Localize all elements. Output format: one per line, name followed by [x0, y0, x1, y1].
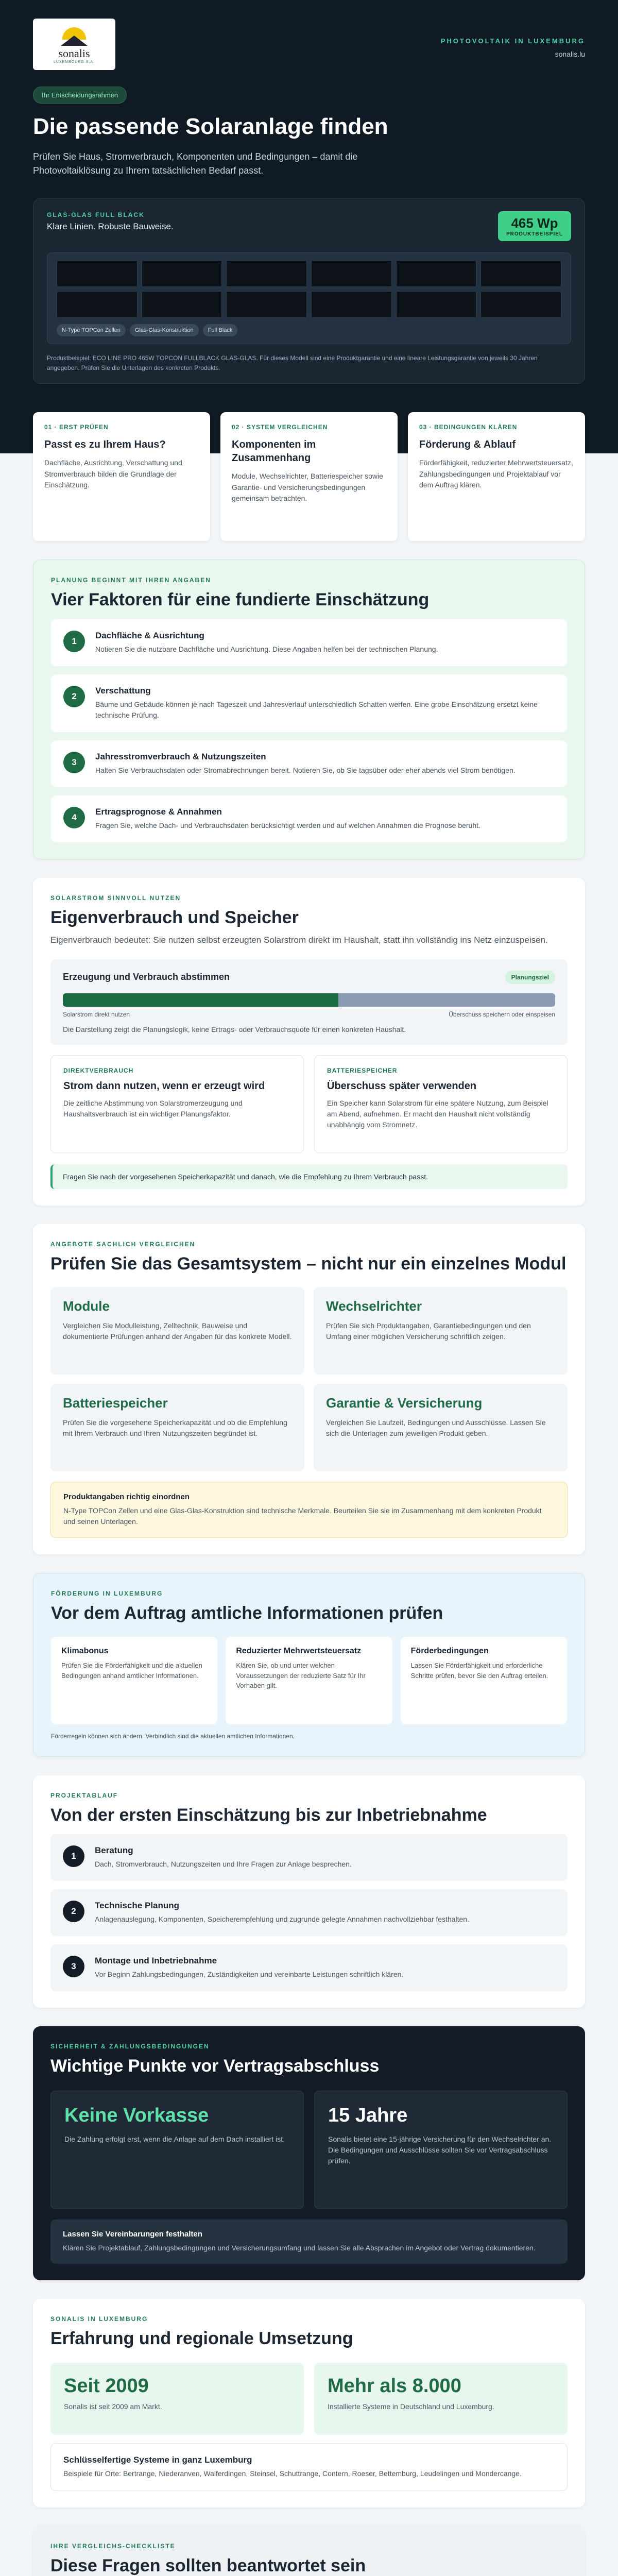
- funding-footnote: Förderregeln können sich ändern. Verbindlich sind die aktuellen amtlichen Informationen.: [51, 1732, 295, 1740]
- funding-card: [51, 1637, 217, 1724]
- card-title: Wechselrichter: [326, 1298, 422, 1314]
- section-kicker: SICHERHEIT & ZAHLUNGSBEDINGUNGEN: [50, 2043, 210, 2050]
- step-number: 3: [63, 752, 85, 773]
- callout: Fragen Sie nach der vorgesehenen Speicherkapazität und danach, wie die Empfehlung zu Ihrem Verbrauch passt.: [50, 1164, 568, 1189]
- card-title: Garantie & Versicherung: [326, 1395, 483, 1411]
- steps-row: [33, 412, 585, 541]
- solar-cell: [396, 260, 477, 287]
- stat-card: [314, 2363, 568, 2435]
- step-kicker: 02 · SYSTEM VERGLEICHEN: [232, 423, 328, 431]
- self-consumption-section: [33, 878, 585, 1206]
- step-card: [33, 412, 210, 541]
- section-title: Prüfen Sie das Gesamtsystem – nicht nur ein einzelnes Modul: [50, 1253, 566, 1274]
- solar-cell: [311, 260, 392, 287]
- stat-value: Seit 2009: [64, 2375, 149, 2397]
- factor-item: [51, 795, 567, 842]
- section-title: Von der ersten Einschätzung bis zur Inbetriebnahme: [50, 1805, 487, 1825]
- step-text: Anlagenauslegung, Komponenten, Speicherempfehlung und zugrunde gelegte Annahmen nachvollziehbar festhalten.: [95, 1915, 469, 1923]
- solar-cell: [142, 291, 222, 318]
- card-text: Sonalis bietet eine 15-jährige Versicherung für den Wechselrichter an. Die Bedingungen und Ausschlüsse sollten Sie vor Vertragsabschluss prüfen.: [328, 2134, 552, 2165]
- step-title: Technische Planung: [95, 1901, 180, 1910]
- consumption-bar: [63, 993, 555, 1007]
- info-card: [314, 1055, 568, 1153]
- section-kicker: ANGEBOTE SACHLICH VERGLEICHEN: [50, 1240, 196, 1248]
- step-text: Förderfähigkeit, reduzierter Mehrwertsteuersatz, Zahlungsbedingungen und Projektablauf vor dem Auftrag klären.: [419, 459, 573, 489]
- chip-black: Full Black: [203, 324, 238, 336]
- component-card: [314, 1287, 568, 1375]
- hero: [0, 0, 618, 453]
- factor-text: Halten Sie Verbrauchsdaten oder Stromabrechnungen bereit. Notieren Sie, ob Sie tagsüber oder eher abends viel Strom benötigen.: [95, 766, 516, 774]
- process-step: [50, 1944, 568, 1991]
- step-title: Komponenten im Zusammenhang: [232, 439, 316, 464]
- factor-item: [51, 619, 567, 666]
- section-kicker: PROJEKTABLAUF: [50, 1791, 118, 1799]
- solar-cell: [396, 291, 477, 318]
- logo-sub: LUXEMBOURG S.A.: [54, 60, 95, 64]
- step-text: Dach, Stromverbrauch, Nutzungszeiten und Ihre Fragen zur Anlage besprechen.: [95, 1860, 352, 1868]
- section-title: Wichtige Punkte vor Vertragsabschluss: [50, 2056, 380, 2076]
- solar-cell: [226, 291, 307, 318]
- solar-cell: [142, 260, 222, 287]
- wattage-label: PRODUKTBEISPIEL: [506, 231, 563, 237]
- factor-title: Dachfläche & Ausrichtung: [95, 630, 204, 640]
- contract-card: [314, 2091, 568, 2209]
- step-title: Montage und Inbetriebnahme: [95, 1956, 217, 1965]
- step-kicker: 01 · ERST PRÜFEN: [44, 423, 109, 431]
- surplus-segment: [338, 993, 555, 1007]
- step-text: Dachfläche, Ausrichtung, Verschattung und Stromverbrauch bilden die Grundlage der Einschätzung.: [44, 459, 182, 489]
- card-title: Strom dann nutzen, wenn er erzeugt wird: [63, 1080, 265, 1092]
- section-kicker: FÖRDERUNG IN LUXEMBURG: [51, 1590, 163, 1597]
- factor-title: Verschattung: [95, 685, 151, 696]
- panel-kicker: GLAS-GLAS FULL BLACK: [47, 211, 145, 218]
- card-title: Module: [63, 1298, 110, 1314]
- card-text: Prüfen Sie sich Produktangaben, Garantiebedingungen und den Umfang einer möglichen Versicherung schriftlich zeigen.: [326, 1321, 531, 1341]
- solar-cell: [311, 291, 392, 318]
- step-number: 3: [63, 1956, 84, 1977]
- card-title: Keine Vorkasse: [64, 2104, 209, 2126]
- factor-title: Jahresstromverbrauch & Nutzungszeiten: [95, 751, 266, 761]
- product-note: [50, 1482, 568, 1538]
- panel-note: Produktbeispiel: ECO LINE PRO 465W TOPCON FULLBLACK GLAS-GLAS. Für dieses Modell sind eine Produktgarantie und eine lineare Leistungsgarantie von jeweils 30 Jahren angegeben. Prüfen Sie die Unterlagen des konkreten Produkts.: [47, 354, 538, 372]
- factor-text: Notieren Sie die nutzbare Dachfläche und Ausrichtung. Diese Angaben helfen bei der technischen Planung.: [95, 645, 438, 653]
- solar-cell: [226, 260, 307, 287]
- hero-badge: Ihr Entscheidungsrahmen: [33, 87, 127, 104]
- stat-card: [50, 2363, 304, 2435]
- factor-item: [51, 674, 567, 732]
- step-kicker: 03 · BEDINGUNGEN KLÄREN: [419, 423, 518, 431]
- header-domain[interactable]: sonalis.lu: [555, 50, 585, 58]
- step-title: Passt es zu Ihrem Haus?: [44, 439, 166, 450]
- component-card: [314, 1384, 568, 1471]
- hero-lead: Prüfen Sie Haus, Stromverbrauch, Komponenten und Bedingungen – damit die Photovoltaiklösung zu Ihrem tatsächlichen Bedarf passt.: [33, 151, 358, 176]
- section-title: Vor dem Auftrag amtliche Informationen prüfen: [51, 1603, 443, 1623]
- card-title: Förderbedingungen: [410, 1646, 489, 1655]
- card-title: Überschuss später verwenden: [327, 1080, 477, 1092]
- factors-section: [33, 560, 585, 859]
- note-title: Lassen Sie Vereinbarungen festhalten: [63, 2229, 202, 2239]
- note-text: N-Type TOPCon Zellen und eine Glas-Glas-Konstruktion sind technische Merkmale. Beurteilen Sie sie im Zusammenhang mit dem konkreten Produkt und seinen Unterlagen.: [63, 1506, 542, 1526]
- card-title: Klimabonus: [61, 1646, 109, 1655]
- step-card: [408, 412, 585, 541]
- step-card: [220, 412, 398, 541]
- solar-cell: [480, 260, 561, 287]
- card-text: Vergleichen Sie Laufzeit, Bedingungen und Ausschlüsse. Lassen Sie sich die Unterlagen zum jeweiligen Produkt geben.: [326, 1418, 546, 1437]
- bar-note: Die Darstellung zeigt die Planungslogik, keine Ertrags- oder Verbrauchsquote für einen konkreten Haushalt.: [63, 1025, 406, 1033]
- house-icon: [61, 36, 88, 46]
- section-text: Eigenverbrauch bedeutet: Sie nutzen selbst erzeugten Solarstrom direkt im Haushalt, statt ihn vollständig ins Netz einzuspeisen.: [50, 935, 548, 945]
- wattage-value: 465 Wp: [511, 215, 558, 231]
- box-text: Beispiele für Orte: Bertrange, Niederanven, Walferdingen, Steinsel, Schuttrange, Contern, Roeser, Bettemburg, Leudelingen und Mondercange.: [63, 2469, 522, 2478]
- section-kicker: PLANUNG BEGINNT MIT IHREN ANGABEN: [51, 577, 211, 584]
- section-kicker: SONALIS IN LUXEMBURG: [50, 2315, 148, 2323]
- system-section: [33, 1224, 585, 1555]
- step-number: 4: [63, 807, 85, 828]
- solar-cell: [57, 260, 138, 287]
- region-box: [50, 2443, 568, 2491]
- product-panel: [33, 198, 585, 384]
- component-card: [50, 1287, 304, 1375]
- card-text: Prüfen Sie die vorgesehene Speicherkapazität und ob die Empfehlung mit Ihrem Verbrauch und Ihren Nutzungszeiten begründet ist.: [63, 1418, 287, 1437]
- planning-pill: Planungsziel: [505, 971, 555, 984]
- step-title: Förderung & Ablauf: [419, 439, 516, 450]
- card-text: Lassen Sie Förderfähigkeit und erforderliche Schritte prüfen, bevor Sie den Auftrag erteilen.: [410, 1662, 548, 1680]
- step-title: Beratung: [95, 1845, 133, 1855]
- card-text: Vergleichen Sie Modulleistung, Zelltechnik, Bauweise und dokumentierte Prüfungen anhand der Angaben für das konkrete Modell.: [63, 1321, 292, 1341]
- card-text: Ein Speicher kann Solarstrom für eine spätere Nutzung, zum Beispiel am Abend, aufnehmen. Er macht den Haushalt nicht vollständig unabhängig vom Stromnetz.: [327, 1098, 548, 1129]
- step-number: 2: [63, 1901, 84, 1922]
- card-kicker: DIREKTVERBRAUCH: [63, 1066, 134, 1074]
- consumption-bar-box: [50, 959, 568, 1045]
- logo-name: sonalis: [58, 46, 90, 60]
- page-title: Die passende Solaranlage finden: [33, 114, 388, 139]
- solar-module-illustration: [47, 252, 571, 344]
- factor-text: Fragen Sie, welche Dach- und Verbrauchsdaten berücksichtigt werden und auf welchen Annahmen die Prognose beruht.: [95, 821, 480, 829]
- box-title: Schlüsselfertige Systeme in ganz Luxemburg: [63, 2455, 252, 2465]
- note-text: Klären Sie Projektablauf, Zahlungsbedingungen und Versicherungsumfang und lassen Sie alle Absprachen im Angebot oder Vertrag dokumentieren.: [63, 2243, 536, 2252]
- stat-text: Installierte Systeme in Deutschland und Luxemburg.: [328, 2402, 494, 2411]
- panel-subtitle: Klare Linien. Robuste Bauweise.: [47, 222, 174, 231]
- bar-label-right: Überschuss speichern oder einspeisen: [449, 1010, 555, 1018]
- card-text: Die zeitliche Abstimmung von Solarstromerzeugung und Haushaltsverbrauch ist ein wichtiger Planungsfaktor.: [63, 1098, 243, 1118]
- solar-cell: [57, 291, 138, 318]
- chip-glass: Glas-Glas-Konstruktion: [130, 324, 199, 336]
- stat-value: Mehr als 8.000: [328, 2375, 461, 2397]
- note-title: Produktangaben richtig einordnen: [63, 1493, 190, 1501]
- contract-card: [50, 2091, 304, 2209]
- card-text: Klären Sie, ob und unter welchen Voraussetzungen der reduzierte Satz für Ihr Vorhaben gilt.: [236, 1662, 366, 1690]
- header-kicker: PHOTOVOLTAIK IN LUXEMBURG: [440, 37, 585, 45]
- section-title: Vier Faktoren für eine fundierte Einschätzung: [51, 590, 430, 609]
- funding-card: [226, 1637, 392, 1724]
- contract-note: [50, 2219, 568, 2264]
- step-number: 2: [63, 686, 85, 707]
- bar-title: Erzeugung und Verbrauch abstimmen: [63, 972, 230, 982]
- process-step: [50, 1834, 568, 1881]
- funding-card: [401, 1637, 567, 1724]
- factor-item: [51, 740, 567, 787]
- section-kicker: SOLARSTROM SINNVOLL NUTZEN: [50, 894, 181, 902]
- sonalis-logo[interactable]: [33, 19, 115, 70]
- section-kicker: IHRE VERGLEICHS-CHECKLISTE: [50, 2543, 176, 2550]
- wattage-badge: [498, 211, 571, 241]
- region-section: [33, 2299, 585, 2508]
- process-section: [33, 1775, 585, 2008]
- info-card: [50, 1055, 304, 1153]
- section-title: Eigenverbrauch und Speicher: [50, 907, 299, 927]
- card-title: Batteriespeicher: [63, 1395, 168, 1411]
- section-title: Erfahrung und regionale Umsetzung: [50, 2328, 353, 2348]
- chip-ntype: N-Type TOPCon Zellen: [57, 324, 126, 336]
- card-title: 15 Jahre: [328, 2104, 408, 2126]
- card-kicker: BATTERIESPEICHER: [327, 1066, 398, 1074]
- step-text: Module, Wechselrichter, Batteriespeicher sowie Garantie- und Versicherungsbedingungen gemeinsam betrachten.: [232, 472, 383, 503]
- step-text: Vor Beginn Zahlungsbedingungen, Zuständigkeiten und vereinbarte Leistungen schriftlich klären.: [95, 1970, 404, 1978]
- step-number: 1: [63, 1845, 84, 1867]
- card-title: Reduzierter Mehrwertsteuersatz: [236, 1646, 362, 1655]
- factor-text: Bäume und Gebäude können je nach Tageszeit und Jahresverlauf unterschiedlich Schatten werfen. Eine grobe Einschätzung ersetzt keine technische Prüfung.: [95, 700, 538, 719]
- contract-section: [33, 2026, 585, 2280]
- section-title: Diese Fragen sollten beantwortet sein: [50, 2556, 366, 2575]
- step-number: 1: [63, 631, 85, 652]
- stat-text: Sonalis ist seit 2009 am Markt.: [64, 2402, 162, 2411]
- bar-label-left: Solarstrom direkt nutzen: [63, 1010, 130, 1018]
- direct-use-segment: [63, 993, 338, 1007]
- solar-cell: [480, 291, 561, 318]
- card-text: Prüfen Sie die Förderfähigkeit und die aktuellen Bedingungen anhand amtlicher Informationen.: [61, 1662, 202, 1680]
- funding-section: [33, 1573, 585, 1757]
- checklist-section: [33, 2526, 585, 2576]
- process-step: [50, 1889, 568, 1936]
- component-card: [50, 1384, 304, 1471]
- card-text: Die Zahlung erfolgt erst, wenn die Anlage auf dem Dach installiert ist.: [64, 2134, 285, 2143]
- factor-title: Ertragsprognose & Annahmen: [95, 806, 222, 817]
